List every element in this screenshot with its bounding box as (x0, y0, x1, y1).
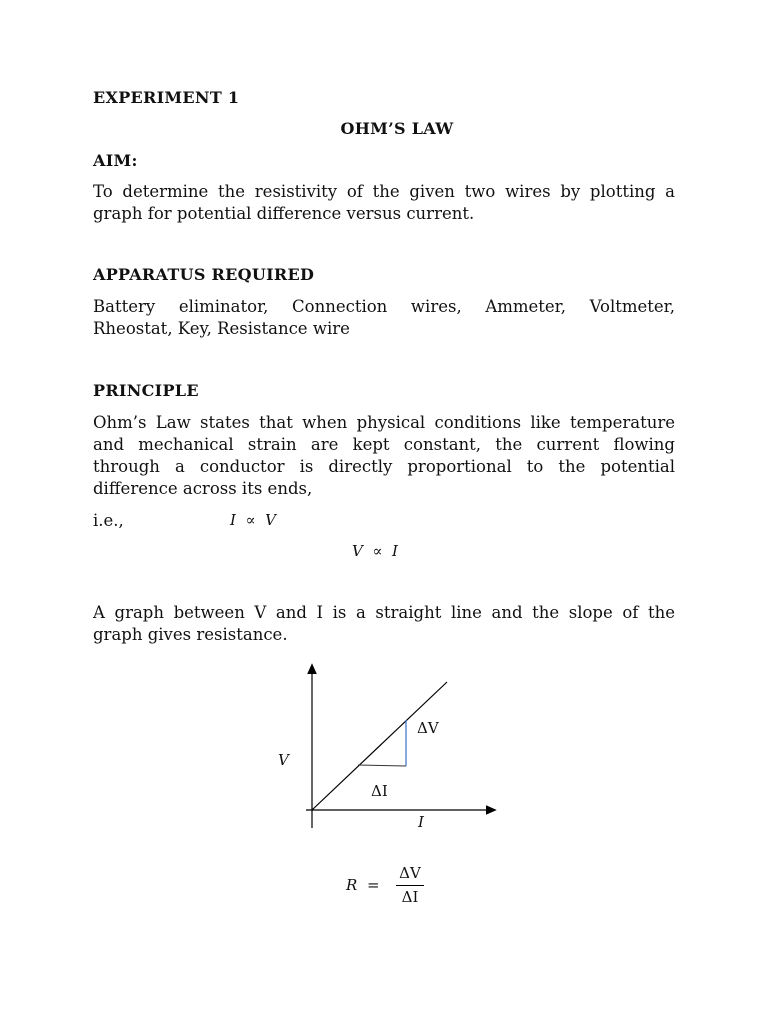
delta-i-label: ΔI (371, 782, 388, 800)
delta-v-label: ΔV (417, 719, 439, 737)
principle-line-3: through a conductor is directly proportional to the potential (93, 457, 675, 476)
principle-line-4: difference across its ends, (93, 479, 313, 498)
formula-lhs: R (346, 876, 358, 894)
principle-line-1: Ohm’s Law states that when physical conditions like temperature (93, 413, 675, 432)
aim-line-1: To determine the resistivity of the given two wires by plotting a (93, 182, 675, 201)
relation-i-prop-v: I ∝ V (230, 511, 276, 529)
formula-equals: = (367, 876, 380, 894)
graph-text-line-1: A graph between V and I is a straight line and the slope of the (93, 603, 675, 622)
y-axis-label: V (278, 751, 289, 769)
x-axis-label: I (418, 813, 424, 831)
apparatus-line-1: Battery eliminator, Connection wires, Ammeter, Voltmeter, (93, 297, 675, 316)
relation-v-prop-i: V ∝ I (352, 542, 398, 560)
ie-label: i.e., (93, 511, 124, 530)
aim-line-2: graph for potential difference versus current. (93, 204, 475, 223)
law-title: OHM’S LAW (340, 119, 454, 138)
fraction-bar (396, 885, 424, 886)
apparatus-line-2: Rheostat, Key, Resistance wire (93, 319, 350, 338)
aim-heading: AIM: (93, 151, 138, 170)
apparatus-heading: APPARATUS REQUIRED (93, 265, 315, 284)
formula-denominator: ΔI (401, 888, 419, 906)
formula-numerator: ΔV (399, 864, 421, 882)
principle-heading: PRINCIPLE (93, 381, 199, 400)
delta-i-segment (358, 765, 406, 766)
principle-line-2: and mechanical strain are kept constant, the current flowing (93, 435, 675, 454)
experiment-title: EXPERIMENT 1 (93, 88, 240, 107)
graph-text-line-2: graph gives resistance. (93, 625, 288, 644)
